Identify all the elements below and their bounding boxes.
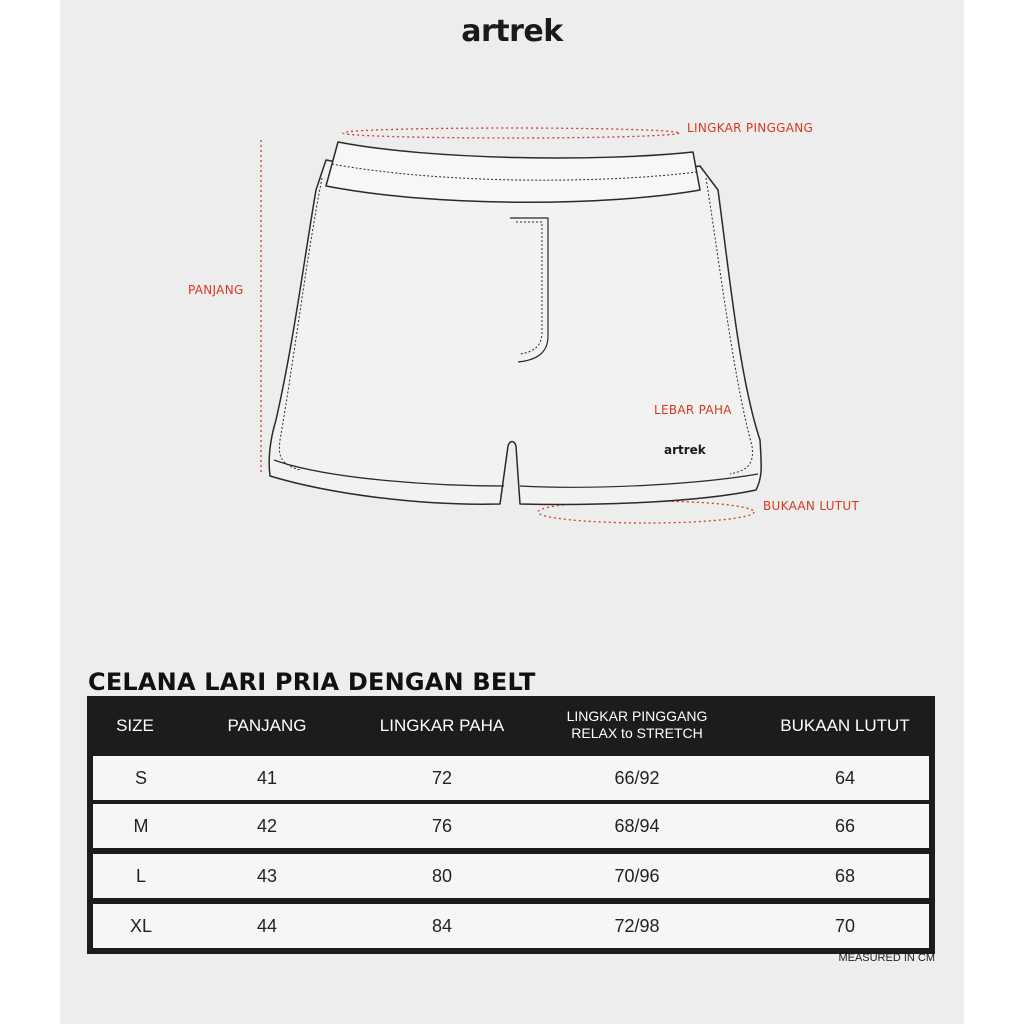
header-size: SIZE	[116, 715, 154, 735]
cell-size: S	[134, 767, 147, 788]
cell-size: M	[133, 815, 149, 836]
cell-length: 41	[256, 767, 278, 788]
header-waist	[537, 696, 737, 754]
cell-knee: 70	[834, 915, 856, 936]
table-row	[93, 904, 929, 948]
header-length: PANJANG	[227, 715, 307, 735]
cell-waist: 70/96	[614, 865, 660, 886]
cell-knee: 68	[834, 865, 856, 886]
header-thigh: LINGKAR PAHA	[379, 715, 505, 735]
cell-thigh: 80	[431, 865, 453, 886]
header-waist-line1: LINGKAR PINGGANG	[566, 708, 708, 724]
size-table	[87, 696, 935, 954]
table-row	[93, 854, 929, 898]
label-waist: LINGKAR PINGGANG	[687, 121, 814, 135]
cell-waist: 68/94	[614, 815, 660, 836]
waist-guide	[343, 128, 679, 138]
page-title: CELANA LARI PRIA DENGAN BELT	[88, 668, 536, 696]
cell-waist: 72/98	[614, 915, 660, 936]
cell-size: XL	[129, 915, 153, 936]
table-row	[93, 804, 929, 848]
measurement-note: MEASURED IN CM	[838, 952, 935, 964]
label-knee: BUKAAN LUTUT	[763, 499, 860, 513]
cell-thigh: 76	[431, 815, 453, 836]
garment-logo: artrek	[664, 443, 706, 457]
label-length: PANJANG	[188, 283, 244, 297]
brand-logo: artrek	[461, 14, 563, 49]
label-thigh: LEBAR PAHA	[654, 403, 732, 417]
cell-waist: 66/92	[614, 767, 660, 788]
table-row	[93, 756, 929, 800]
cell-knee: 64	[834, 767, 856, 788]
cell-length: 43	[256, 865, 278, 886]
table-header	[87, 696, 935, 754]
header-waist-line2: RELAX to STRETCH	[571, 725, 703, 741]
waistband	[326, 142, 700, 202]
cell-length: 42	[256, 815, 278, 836]
cell-size: L	[135, 865, 146, 886]
cell-length: 44	[256, 915, 278, 936]
cell-thigh: 84	[431, 915, 453, 936]
cell-thigh: 72	[431, 767, 453, 788]
header-knee: BUKAAN LUTUT	[780, 715, 910, 735]
cell-knee: 66	[834, 815, 856, 836]
